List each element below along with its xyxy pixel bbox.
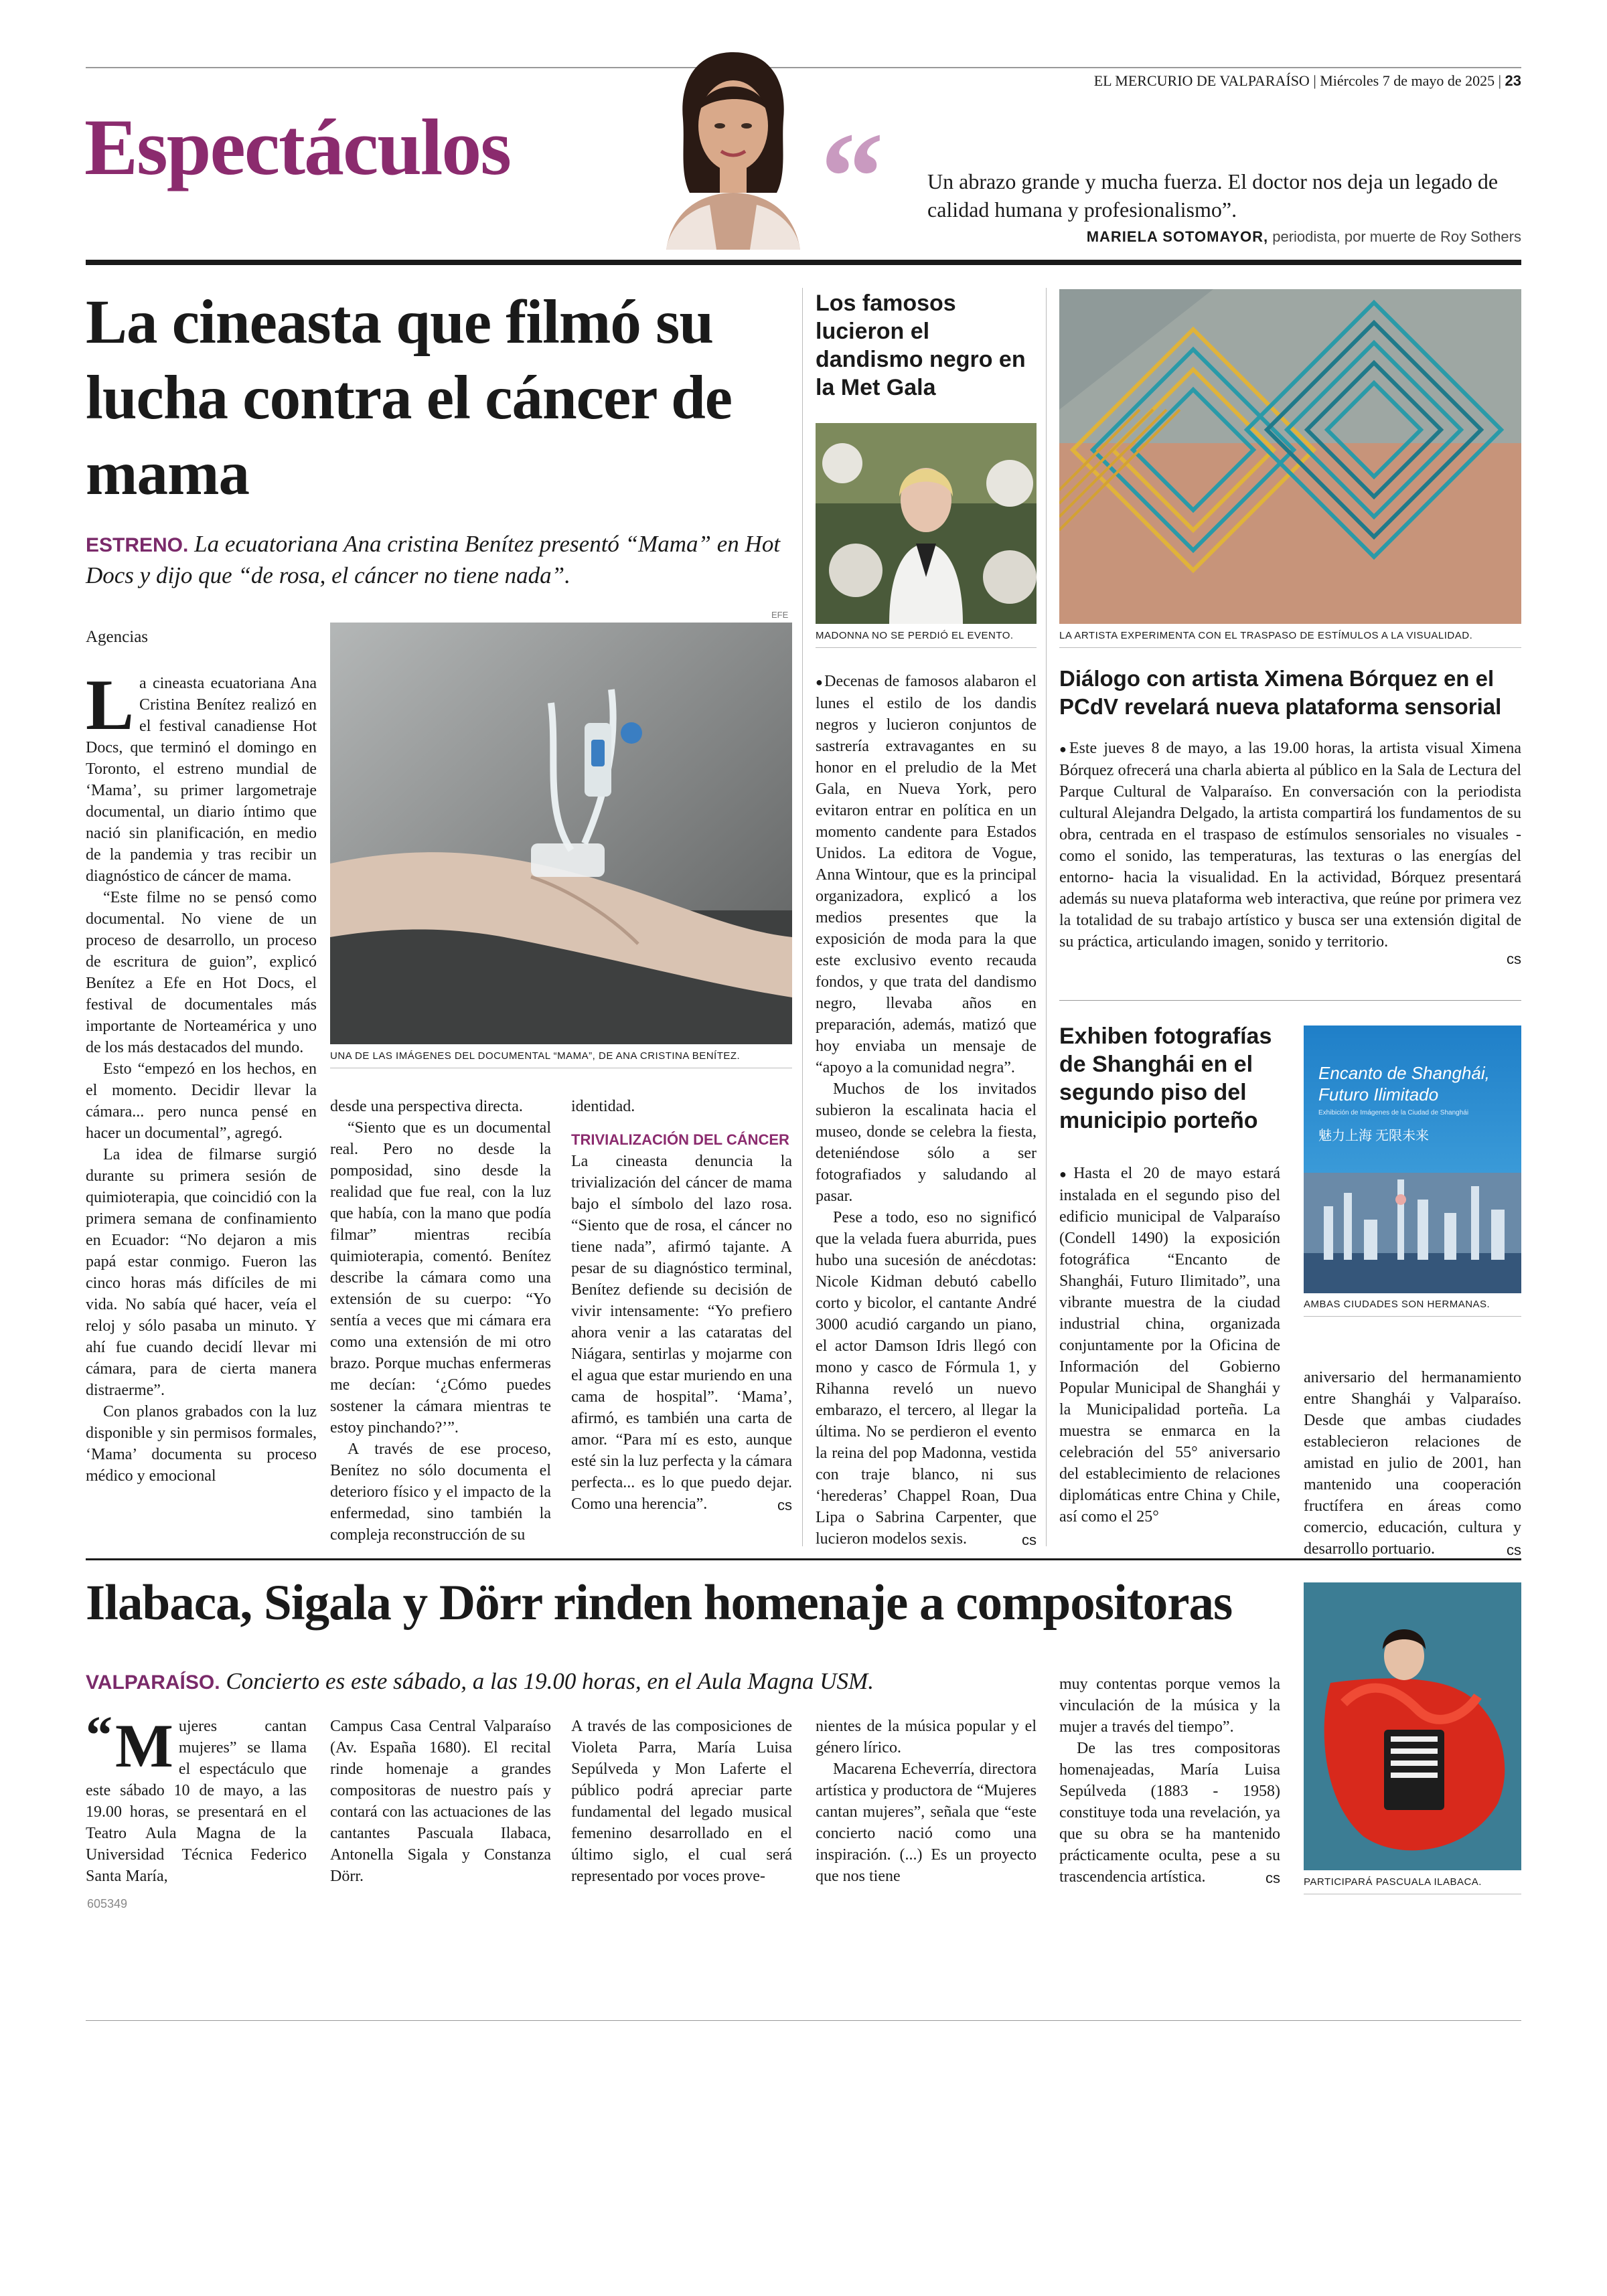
concert-paragraph: nientes de la música popular y el género lírico. — [816, 1718, 1037, 1756]
concert-kicker: VALPARAÍSO. — [86, 1671, 220, 1694]
main-headline: La cineasta que filmó su lucha contra el cáncer de mama — [86, 288, 733, 508]
concert-top-rule — [86, 1558, 1521, 1560]
quote-mark: “ — [820, 107, 884, 248]
poster-skyline — [1304, 1173, 1521, 1293]
end-mark: cs — [1022, 1532, 1037, 1548]
divider-vertical-1 — [802, 288, 803, 1546]
metgala-body — [816, 671, 1037, 1551]
main-paragraph: La idea de filmarse surgió durante su primera sesión de quimioterapia, que coincidió con la primera semana de confinamiento en Ecuador: “No dejaron a mis papá estar conmigo. Fueron las cinco horas más difíciles de mi vida. No sabía qué hacer, veía el reloj y sólo pasaba un minuto. Y ahí fue cuando decidí llevar mi cámara, para de cierta manera distraerme”. — [86, 1146, 317, 1399]
art-bottom-rule — [1059, 1000, 1521, 1001]
end-mark: cs — [777, 1497, 792, 1513]
concert-column-2 — [330, 1716, 551, 1887]
quote-portrait — [653, 46, 814, 250]
main-photo-caption: UNA DE LAS IMÁGENES DEL DOCUMENTAL “MAMA”, DE ANA CRISTINA BENÍTEZ. — [330, 1050, 741, 1062]
concert-photo — [1304, 1582, 1521, 1870]
drop-cap: L — [86, 665, 135, 745]
main-paragraph: “Siento que es un documental real. Pero no desde la pomposidad, sino desde la realidad que fue real, con la luz que había, con la mano que podía filmar” mientras recibía quimioterapia, comentó. Benítez describe la cámara como una extensión de su cuerpo: “Yo sentía a veces que mi cámara era como una extensión de mi otro brazo. Porque muchas enfermeras me decían: ‘¿Cómo puedes sostener la cámara mientras te estoy pinchando?’”. — [330, 1119, 551, 1437]
main-kicker: ESTRENO. — [86, 534, 189, 556]
main-paragraph: desde una perspectiva directa. — [330, 1098, 523, 1115]
quote-attribution — [1087, 228, 1521, 246]
main-paragraph: Con planos grabados con la luz disponible y sin permisos formales, ‘Mama’ documenta su proceso médico y emocional — [86, 1403, 317, 1485]
art-caption: LA ARTISTA EXPERIMENTA CON EL TRASPASO DE ESTÍMULOS A LA VISUALIDAD. — [1059, 630, 1473, 641]
main-paragraph: La cineasta denuncia la trivialización del cáncer de mama bajo el símbolo del lazo rosa. “Siento que de rosa, el cáncer no tiene nada”, afirmó tajante. A pesar de su diagnóstico terminal, Benítez defiende su decisión de vivir intensamente: “Yo prefiero ahora venir a las cataratas del Niágara, sentirlas y mojarme con el agua que estar muriendo en una cama de hospital”. ‘Mama’, afirmó, es también una carta de amor. “Para mí es esto, aunque esté sin la luz perfecta y la cámara perfecta... es lo que puedo dejar. Como una herencia”. — [571, 1153, 792, 1513]
shanghai-column-2 — [1304, 1367, 1521, 1561]
masthead: EL MERCURIO DE VALPARAÍSO — [1093, 72, 1310, 89]
art-headline: Diálogo con artista Ximena Bórquez en el PCdV revelará nueva plataforma sensorial — [1059, 666, 1502, 719]
main-paragraph: “Este filme no se pensó como documental. No viene de un proceso de desarrollo, un proceso de escritura de guion”, explicó Benítez a Efe en Hot Docs, el festival de documentales más importante de Norteamérica y uno de los más destacados del mundo. — [86, 889, 317, 1056]
main-deck — [86, 529, 795, 590]
concert-drop-cap: M — [115, 1712, 173, 1780]
metgala-paragraph: Pese a todo, eso no significó que la velada fuera aburrida, pues hubo una sucesión de anécdotas: Nicole Kidman debutó cabello corto y bicolor, el cantante André 3000 acudió cargando un piano, el actor Damson Idris llegó con mono y casco de Fórmula 1, y Rihanna reveló un nuevo embarazo, el tercero, al llegar la última. No se perdieron el evento la reina del pop Madonna, vestida con traje blanco, ni sus ‘herederas’ Chappel Roan, Dua Lipa o Sabrina Carpenter, que lucieron modelos sexis. — [816, 1209, 1037, 1548]
end-mark: cs — [1266, 1870, 1280, 1886]
header-thick-rule — [86, 260, 1521, 265]
divider-vertical-2 — [1046, 288, 1047, 1546]
main-column-1 — [86, 665, 317, 1487]
poster-title: Encanto de Shanghái, Futuro Ilimitado — [1318, 1063, 1490, 1104]
shanghai-column-1 — [1059, 1163, 1280, 1528]
main-deck-text: La ecuatoriana Ana cristina Benítez presentó “Mama” en Hot Docs y dijo que “de rosa, el cáncer no tiene nada”. — [86, 531, 781, 588]
quote-text: Un abrazo grande y mucha fuerza. El doctor nos deja un legado de calidad humana y profesionalismo”. — [927, 169, 1499, 222]
metgala-headline: Los famosos lucieron el dandismo negro en la Met Gala — [816, 291, 1026, 400]
concert-deck-text: Concierto es este sábado, a las 19.00 horas, en el Aula Magna USM. — [226, 1668, 874, 1694]
quote-role: periodista, por muerte de Roy Sothers — [1272, 228, 1521, 245]
end-mark: cs — [1507, 951, 1521, 967]
shanghai-paragraph: ● Hasta el 20 de mayo estará instalada en el segundo piso del edificio municipal de Valparaíso (Condell 1490) la exposición fotográfica “Encanto de Shanghái, Futuro Ilimitado”, una vibrante muestra de la ciudad industrial china, organizada conjuntamente por la Oficina de Información del Gobierno Popular Municipal de Shanghái y la Municipalidad porteña. La muestra se enmarca en la celebración del 55° aniversario del establecimiento de relaciones diplomáticas entre China y Chile, así como el 25° — [1059, 1165, 1280, 1526]
concert-code: 605349 — [87, 1897, 128, 1910]
metgala-photo — [816, 423, 1037, 624]
shanghai-caption-rule — [1304, 1316, 1521, 1317]
shanghai-paragraph: aniversario del hermanamiento entre Shanghái y Valparaíso. Desde que ambas ciudades establecieron relaciones de amistad en julio de 2001, han mantenido una cooperación fructífera en áreas como comercio, educación, cultura y desarrollo portuario. — [1304, 1369, 1521, 1558]
concert-column-5 — [1059, 1673, 1280, 1889]
concert-paragraph: De las tres compositoras homenajeadas, María Luisa Sepúlveda (1883 - 1958) constituye toda una revelación, ya que su obra se ha mantenido prácticamente oculta, pese a su trascendencia artística. — [1059, 1740, 1280, 1886]
concert-column-3 — [571, 1716, 792, 1887]
concert-paragraph: ujeres cantan mujeres” se llama el espectáculo que este sábado 10 de mayo, a las 19.00 horas, se presentará en el Teatro Aula Magna de la Universidad Técnica Federico Santa María, — [86, 1718, 307, 1885]
metgala-paragraph: Muchos de los invitados subieron la escalinata hacia el museo, donde se celebra la fiesta, deteniéndose sólo a ser fotografiados y saludando al pasar. — [816, 1080, 1037, 1205]
shanghai-caption: AMBAS CIUDADES SON HERMANAS. — [1304, 1299, 1490, 1310]
byline: Agencias — [86, 628, 149, 646]
bottom-rule — [86, 2020, 1521, 2021]
main-paragraph: Esto “empezó en los hechos, en el momento. Decidir llevar la cámara... pero nunca pensé en hacer un documental”, agregó. — [86, 1060, 317, 1142]
photo-credit: EFE — [771, 610, 789, 620]
concert-paragraph: muy contentas porque vemos la vinculación de la música y la mujer a través del tiempo”. — [1059, 1675, 1280, 1736]
poster-subtitle: Exhibición de Imágenes de la Ciudad de Shanghái — [1318, 1109, 1469, 1117]
masthead-line: EL MERCURIO DE VALPARAÍSO | Miércoles 7 de mayo de 2025 | 23 — [1093, 72, 1521, 89]
metgala-paragraph: ● Decenas de famosos alabaron el lunes el estilo de los dandis negros y lucieron conjuntos de sastrería extravagantes en su honor en el preludio de la Met Gala, en Nueva York, pero evitaron entrar en política en un momento candente para Estados Unidos. La editora de Vogue, Anna Wintour, que es la principal organizadora, explicó a los medios presentes que la exposición de moda para la que este exclusivo evento recauda fondos, y que trata del dandismo negro, llevaba años en preparación, además, matizó que hoy enviaba un mensaje de “apoyo a la comunidad negra”. — [816, 671, 1037, 1078]
main-photo — [330, 623, 792, 1044]
concert-caption: PARTICIPARÁ PASCUALA ILABACA. — [1304, 1876, 1482, 1888]
concert-headline: Ilabaca, Sigala y Dörr rinden homenaje a compositoras — [86, 1575, 1233, 1631]
main-paragraph: a cineasta ecuatoriana Ana Cristina Benítez realizó en el festival canadiense Hot Docs, que terminó el domingo en Toronto, el estreno mundial de ‘Mama’, su primer largometraje documental, un diario íntimo que nació sin planificación, en medio de la pandemia y tras recibir un diagnóstico de cáncer de mama. — [86, 675, 317, 885]
metgala-caption: MADONNA NO SE PERDIÓ EL EVENTO. — [816, 630, 1014, 641]
main-paragraph: A través de ese proceso, Benítez no sólo documenta el deterioro físico y el impacto de la enfermedad, sino también la compleja reconstrucción de su — [330, 1441, 551, 1544]
poster-chinese: 魅力上海 无限未来 — [1318, 1129, 1429, 1143]
quote-name: MARIELA SOTOMAYOR, — [1086, 228, 1269, 245]
art-image — [1059, 289, 1521, 624]
concert-column-4 — [816, 1716, 1037, 1887]
metgala-caption-rule — [816, 647, 1037, 648]
concert-quote-mark: “ — [86, 1706, 112, 1765]
shanghai-poster — [1304, 1026, 1521, 1293]
shanghai-headline: Exhiben fotografías de Shanghái en el segundo piso del municipio porteño — [1059, 1023, 1272, 1133]
main-column-3 — [571, 1096, 792, 1516]
page-number: 23 — [1505, 72, 1521, 89]
main-paragraph: identidad. — [571, 1098, 635, 1115]
concert-paragraph: A través de las composiciones de Violeta Parra, María Luisa Sepúlveda y Mon Laferte el público podrá apreciar parte fundamental del legado musical femenino desarrollado en el último siglo, el cual será representado por voces prove- — [571, 1718, 792, 1885]
concert-paragraph: Campus Casa Central Valparaíso (Av. España 1680). El recital rinde homenaje a grandes compositoras de nuestro país y contará con las actuaciones de las cantantes Pascuala Ilabaca, Antonella Sigala y Constanza Dörr. — [330, 1718, 551, 1885]
art-paragraph: ● Este jueves 8 de mayo, a las 19.00 horas, la artista visual Ximena Bórquez ofrecerá una charla abierta al público en la Sala de Lectura del Parque Cultural de Valparaíso. En conversación con la periodista cultural Alejandra Delgado, la artista compartirá los fundamentos de su obra, centrada en el traspaso de estímulos sensoriales no visuales -como el sonido, las temperaturas, las texturas o las energías del entorno- hacia la visualidad. En la actividad, Bórquez presentará además su nueva plataforma web interactiva, que reúne por primera vez la totalidad de su trabajo artístico y busca ser una extensión digital de su práctica, articulando imagen, sonido y territorio. — [1059, 740, 1521, 951]
main-column-2 — [330, 1096, 551, 1546]
issue-date: Miércoles 7 de mayo de 2025 — [1320, 72, 1495, 89]
end-mark: cs — [1507, 1542, 1521, 1558]
art-body — [1059, 738, 1521, 970]
main-subhead: TRIVIALIZACIÓN DEL CÁNCER — [571, 1131, 789, 1148]
section-title: Espectáculos — [84, 102, 510, 191]
concert-column-1 — [86, 1706, 307, 1887]
concert-paragraph: Macarena Echeverría, directora artística y productora de “Mujeres cantan mujeres”, señala que “este concierto nació como una inspiración. (...) Es un proyecto que nos tiene — [816, 1760, 1037, 1885]
art-caption-rule — [1059, 647, 1521, 648]
